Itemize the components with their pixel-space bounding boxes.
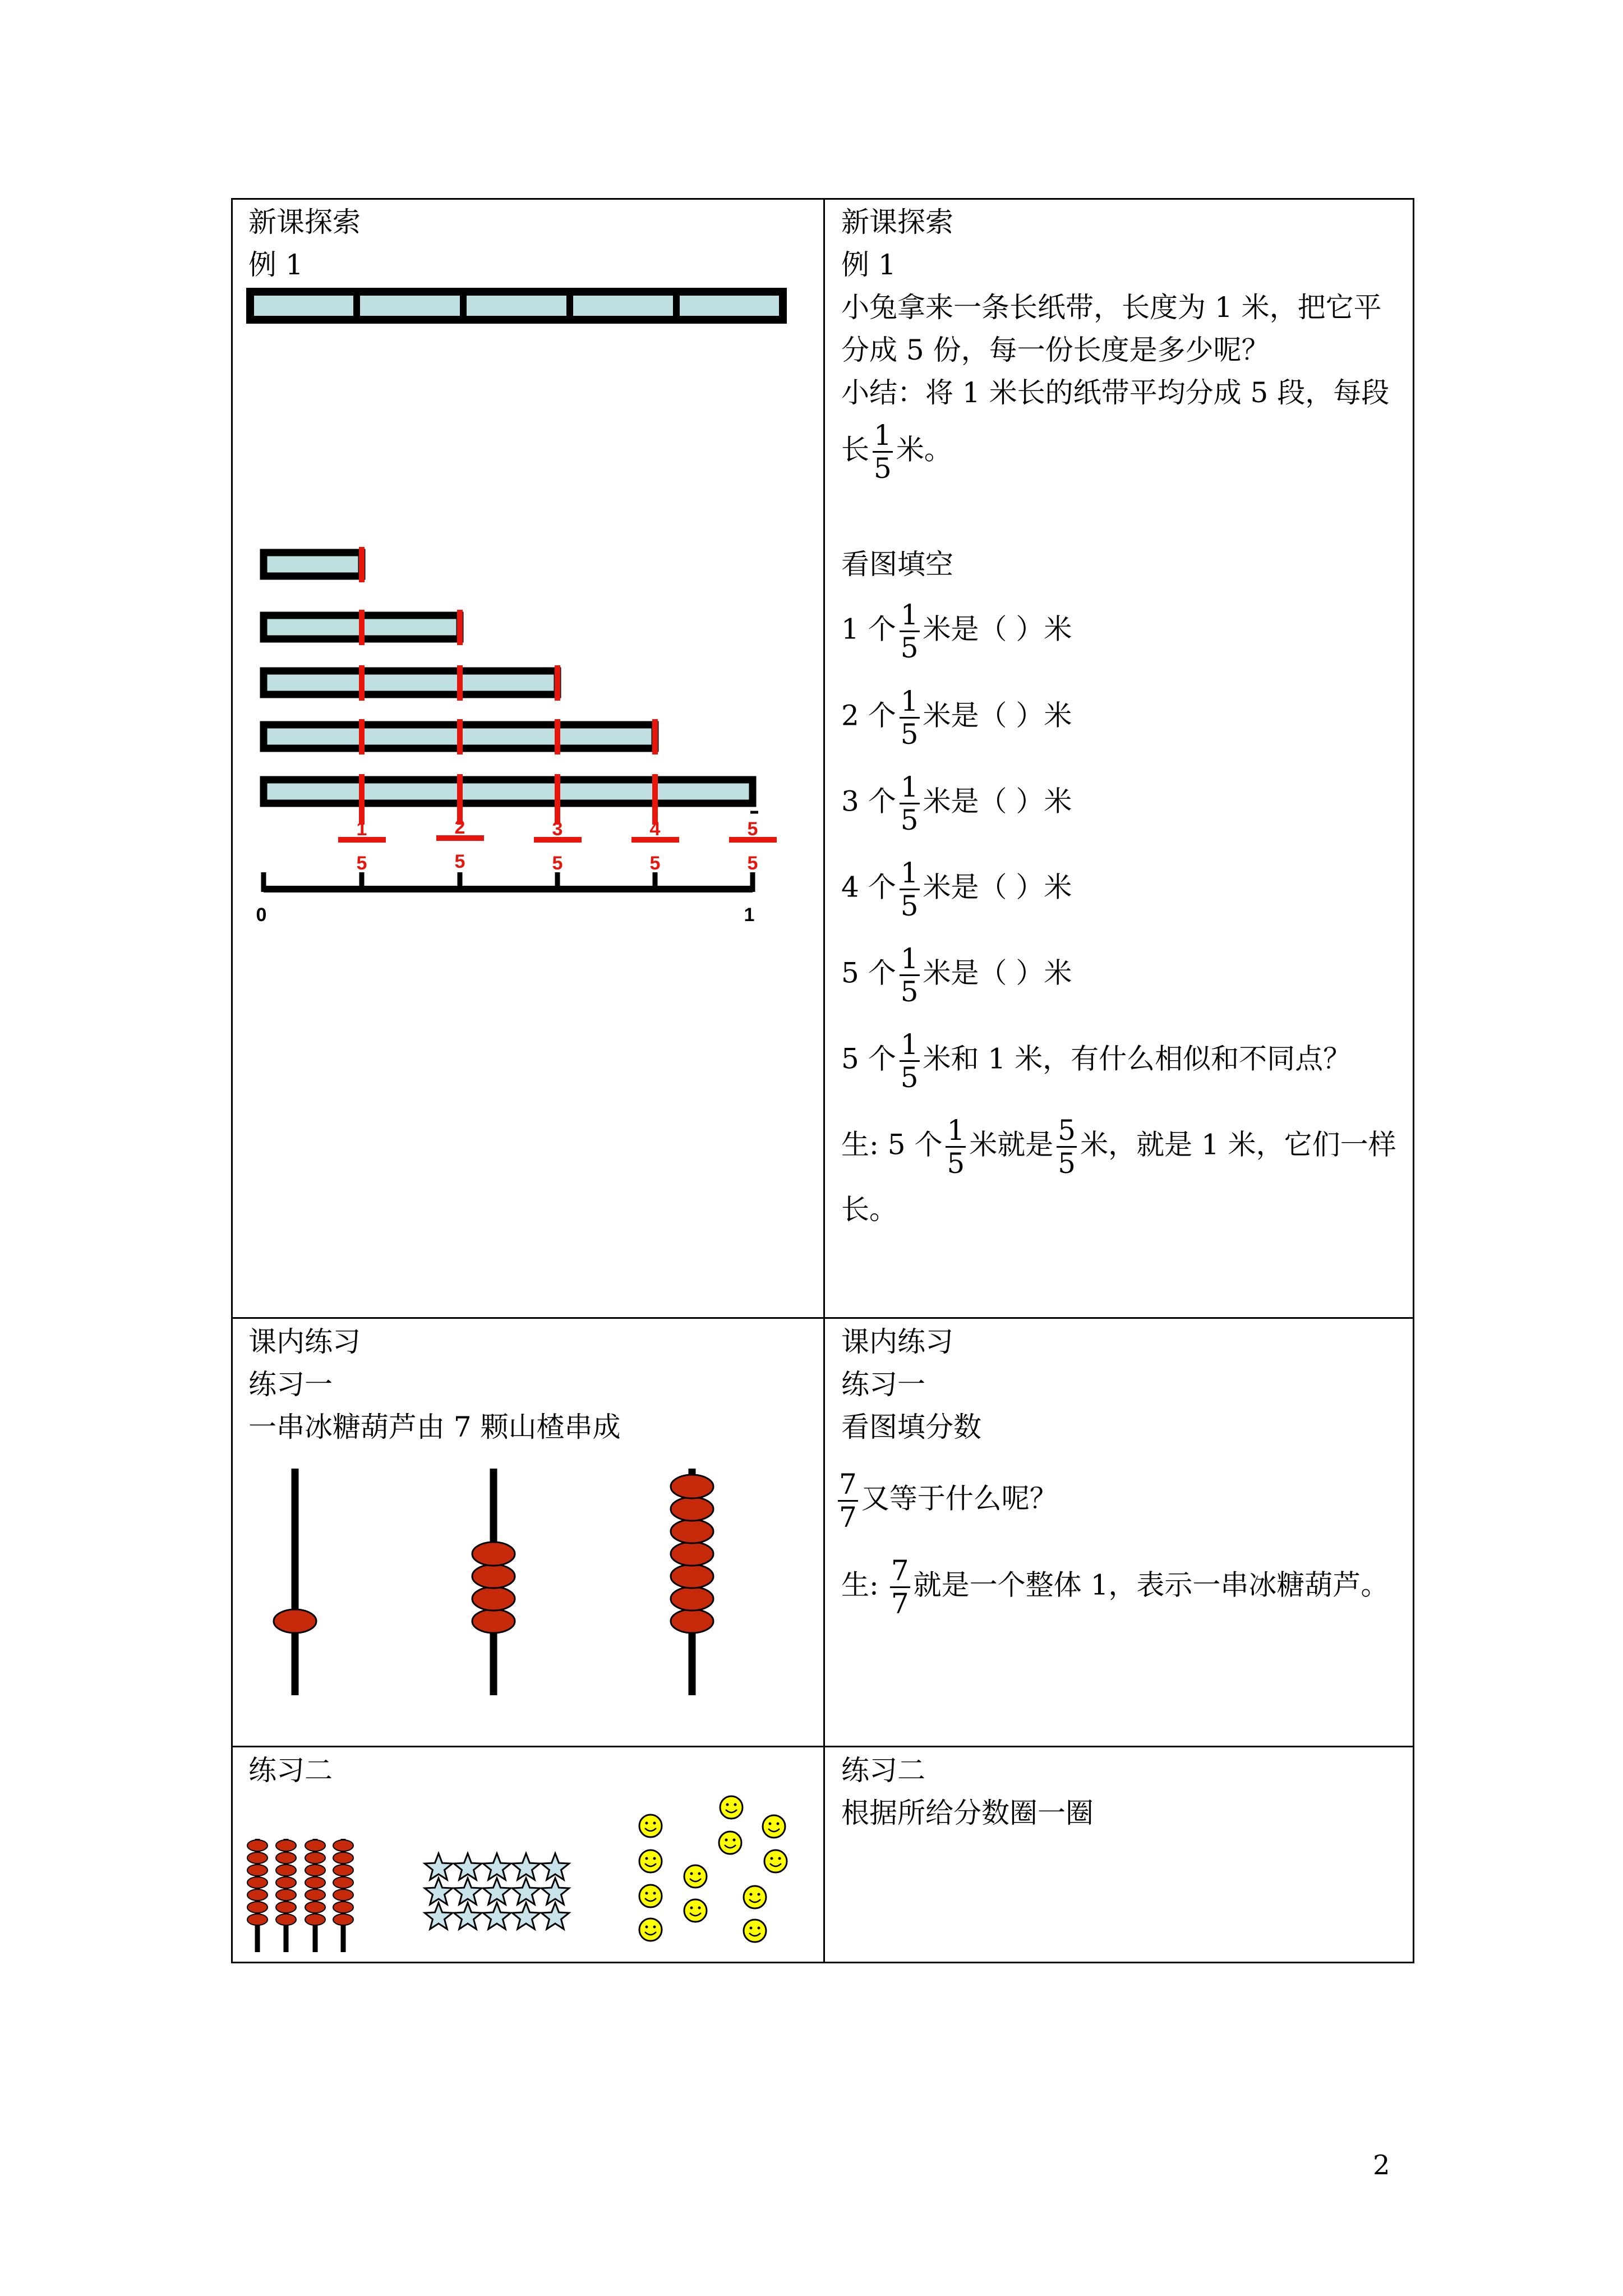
mini-bead [247, 1840, 268, 1851]
star-shape [541, 1853, 569, 1880]
mini-bead [333, 1902, 353, 1913]
problem-line2: 分成 5 份，每一份长度是多少呢？ [841, 334, 1270, 366]
fraction-numerator: 1 [947, 1114, 965, 1147]
smiley-face [744, 1886, 766, 1908]
answer-fraction-1 [946, 1115, 966, 1179]
star-shape [512, 1853, 540, 1880]
row3-right-task: 根据所给分数圈一圈 [841, 1797, 1094, 1829]
fill-fraction [900, 771, 920, 836]
fill-item-4 [841, 857, 1072, 922]
tick-den-label: 5 [649, 853, 661, 874]
fraction-denominator: 7 [891, 1588, 909, 1620]
tick-num-label: 1 [356, 818, 367, 840]
fill-count: 1 个 [841, 613, 896, 646]
hawthorn-bead [671, 1520, 713, 1543]
smiley-face [639, 1850, 662, 1872]
mini-bead [247, 1902, 268, 1913]
fill-fraction [900, 685, 920, 750]
star-shape [541, 1903, 569, 1929]
axis-start-label: 0 [256, 904, 267, 926]
mini-bead [247, 1865, 268, 1876]
fraction-denominator: 5 [947, 1147, 965, 1180]
star-shape [454, 1853, 481, 1880]
problem-line1: 小兔拿来一条长纸带，长度为 1 米，把它平 [841, 291, 1382, 324]
fill-count: 5 个 [841, 956, 896, 990]
fill-item-3 [841, 771, 1072, 836]
tick-den-label: 5 [356, 853, 367, 874]
tick-den-label: 5 [454, 851, 465, 872]
hawthorn-bead [472, 1609, 515, 1633]
fraction-numerator: 1 [900, 857, 919, 889]
ex1-answer-fraction [890, 1555, 910, 1619]
row2-right-sub: 练习一 [841, 1368, 925, 1401]
fraction-numerator: 1 [874, 419, 892, 452]
fraction-denominator: 5 [900, 890, 919, 922]
summary-line2 [841, 420, 952, 484]
fill-rest: 米是（ ）米 [923, 956, 1072, 990]
mini-bead [276, 1865, 296, 1876]
fill-fraction [900, 943, 920, 1007]
fraction-denominator: 5 [874, 452, 892, 485]
mini-skewers-group [247, 1839, 353, 1952]
fill-count: 4 个 [841, 871, 896, 904]
mini-bead [276, 1889, 296, 1901]
table-border-bottom [231, 1962, 1414, 1963]
tick-num-label: 3 [552, 818, 563, 840]
summary-post: 米。 [896, 433, 952, 466]
row3-right-heading: 练习二 [841, 1754, 925, 1787]
fraction-numerator: 1 [900, 771, 919, 803]
fill-fraction [900, 857, 920, 922]
smileys-group [639, 1796, 787, 1942]
mini-bead [333, 1914, 353, 1925]
fill-item-1 [841, 599, 1072, 664]
mini-bead [276, 1877, 296, 1888]
answer-mid: 米就是 [969, 1128, 1054, 1161]
fill-rest: 米和 1 米，有什么相似和不同点？ [923, 1042, 1352, 1075]
mini-bead [333, 1840, 353, 1851]
fill-rest: 米是（ ）米 [923, 613, 1072, 646]
mini-bead [276, 1852, 296, 1864]
fraction-denominator: 5 [900, 976, 919, 1008]
hawthorn-bead [472, 1565, 515, 1588]
fraction-denominator: 5 [1058, 1147, 1076, 1180]
fill-fraction [900, 599, 920, 664]
fill-item-5 [841, 943, 1072, 1007]
mini-bead [305, 1889, 325, 1901]
summary-line1: 小结：将 1 米长的纸带平均分成 5 段，每段 [841, 376, 1390, 409]
ex1-answer-text: 就是一个整体 1，表示一串冰糖葫芦。 [913, 1568, 1389, 1602]
star-shape [541, 1878, 569, 1904]
partial-strip-5 [264, 774, 753, 825]
table-divider-row2 [231, 1746, 1414, 1747]
smiley-face [719, 1832, 741, 1854]
stars-group [425, 1853, 569, 1929]
table-border-right [1413, 198, 1414, 1963]
smiley-face [744, 1920, 766, 1942]
fill-rest: 米是（ ）米 [923, 871, 1072, 904]
hawthorn-bead [472, 1542, 515, 1566]
partial-strip-4 [264, 719, 655, 754]
star-shape [425, 1853, 452, 1880]
star-shape [512, 1878, 540, 1904]
hawthorn-bead [472, 1587, 515, 1611]
fraction-denominator: 7 [839, 1501, 857, 1534]
ex1-answer-pre: 生: [841, 1568, 879, 1602]
table-border-left [231, 198, 233, 1963]
mini-bead [333, 1877, 353, 1888]
summary-fraction [873, 420, 893, 484]
hawthorn-bead [274, 1609, 316, 1633]
fill-rest: 米是（ ）米 [923, 785, 1072, 818]
fill-count: 3 个 [841, 785, 896, 818]
smiley-face [639, 1918, 662, 1941]
star-shape [483, 1878, 510, 1904]
fraction-denominator: 5 [900, 804, 919, 836]
tick-num-label: 4 [649, 818, 661, 840]
star-shape [454, 1903, 481, 1929]
row2-left-desc: 一串冰糖葫芦由 7 颗山楂串成 [248, 1411, 621, 1443]
mini-bead [305, 1914, 325, 1925]
table-divider-row1 [231, 1317, 1414, 1319]
mini-bead [247, 1889, 268, 1901]
tick-den-label: 5 [747, 853, 758, 874]
axis-end-label: 1 [744, 904, 755, 926]
fill-rest: 米是（ ）米 [923, 699, 1072, 732]
smiley-face [763, 1815, 785, 1838]
table-border-top [231, 198, 1414, 200]
fill-item-6 [841, 1029, 1351, 1093]
star-shape [454, 1878, 481, 1904]
hawthorn-bead [671, 1475, 713, 1498]
fraction-numerator: 5 [1058, 1114, 1076, 1147]
mini-bead [276, 1840, 296, 1851]
hawthorn-bead [671, 1497, 713, 1521]
mini-bead [305, 1865, 325, 1876]
fraction-numerator: 7 [839, 1468, 857, 1501]
question-line [838, 1469, 1058, 1533]
fill-fraction [900, 1029, 920, 1093]
ex1-answer-line [841, 1555, 1389, 1619]
row2-left-sub: 练习一 [248, 1368, 333, 1401]
tick-num-label: 5 [747, 818, 758, 840]
mini-bead [333, 1889, 353, 1901]
summary-pre: 长 [841, 433, 869, 466]
row1-left-heading: 新课探索 [248, 206, 361, 238]
row1-right-heading: 新课探索 [841, 206, 953, 238]
fraction-numerator: 1 [900, 685, 919, 717]
hawthorn-bead [671, 1565, 713, 1588]
smiley-face [639, 1815, 662, 1837]
fraction-numerator: 1 [900, 599, 919, 631]
star-shape [512, 1903, 540, 1929]
smiley-face [684, 1899, 707, 1922]
row2-right-heading: 课内练习 [841, 1326, 953, 1358]
mini-bead [276, 1902, 296, 1913]
fraction-denominator: 5 [900, 632, 919, 664]
answer-pre: 生: 5 个 [841, 1128, 943, 1161]
smiley-face [764, 1850, 787, 1872]
partial-strip-1 [264, 547, 362, 582]
full-strip [250, 292, 783, 320]
hawthorn-bead [671, 1542, 713, 1566]
answer-post: 米，就是 1 米，它们一样 [1080, 1128, 1396, 1161]
fraction-numerator: 7 [891, 1554, 909, 1587]
mini-bead [276, 1914, 296, 1925]
fraction-denominator: 5 [900, 718, 919, 751]
answer-fraction-2 [1057, 1115, 1077, 1179]
fraction-numerator: 1 [900, 1028, 919, 1061]
mini-bead [305, 1877, 325, 1888]
star-shape [425, 1878, 452, 1904]
row1-left-example: 例 1 [248, 249, 303, 281]
mini-bead [247, 1914, 268, 1925]
fraction-denominator: 5 [900, 1061, 919, 1094]
row2-right-task: 看图填分数 [841, 1411, 981, 1443]
tick-num-label: 2 [454, 817, 465, 838]
partial-strip-3 [264, 665, 557, 701]
question-text: 又等于什么呢？ [861, 1482, 1058, 1515]
fill-item-2 [841, 685, 1072, 750]
answer-line [841, 1115, 1396, 1179]
fill-count: 2 个 [841, 699, 896, 732]
mini-bead [333, 1865, 353, 1876]
page-number: 2 [1373, 2150, 1390, 2181]
row3-left-heading: 练习二 [248, 1754, 333, 1787]
mini-bead [305, 1902, 325, 1913]
answer-tail: 长。 [841, 1193, 897, 1226]
row1-right-example: 例 1 [841, 249, 896, 281]
star-shape [483, 1853, 510, 1880]
fill-title: 看图填空 [841, 548, 953, 581]
mini-bead [247, 1852, 268, 1864]
row2-left-heading: 课内练习 [248, 1326, 361, 1358]
mini-bead [305, 1852, 325, 1864]
hawthorn-bead [671, 1587, 713, 1611]
table-divider-column [823, 198, 825, 1963]
fill-count: 5 个 [841, 1042, 896, 1075]
smiley-face [720, 1796, 743, 1819]
tick-den-label: 5 [552, 853, 563, 874]
mini-bead [333, 1852, 353, 1864]
star-shape [483, 1903, 510, 1929]
smiley-face [639, 1885, 662, 1907]
mini-bead [247, 1877, 268, 1888]
fraction-numerator: 1 [900, 942, 919, 975]
hawthorn-bead [671, 1609, 713, 1633]
star-shape [425, 1903, 452, 1929]
mini-bead [305, 1840, 325, 1851]
partial-strip-2 [264, 610, 460, 645]
question-fraction [838, 1469, 858, 1533]
smiley-face [684, 1865, 707, 1888]
